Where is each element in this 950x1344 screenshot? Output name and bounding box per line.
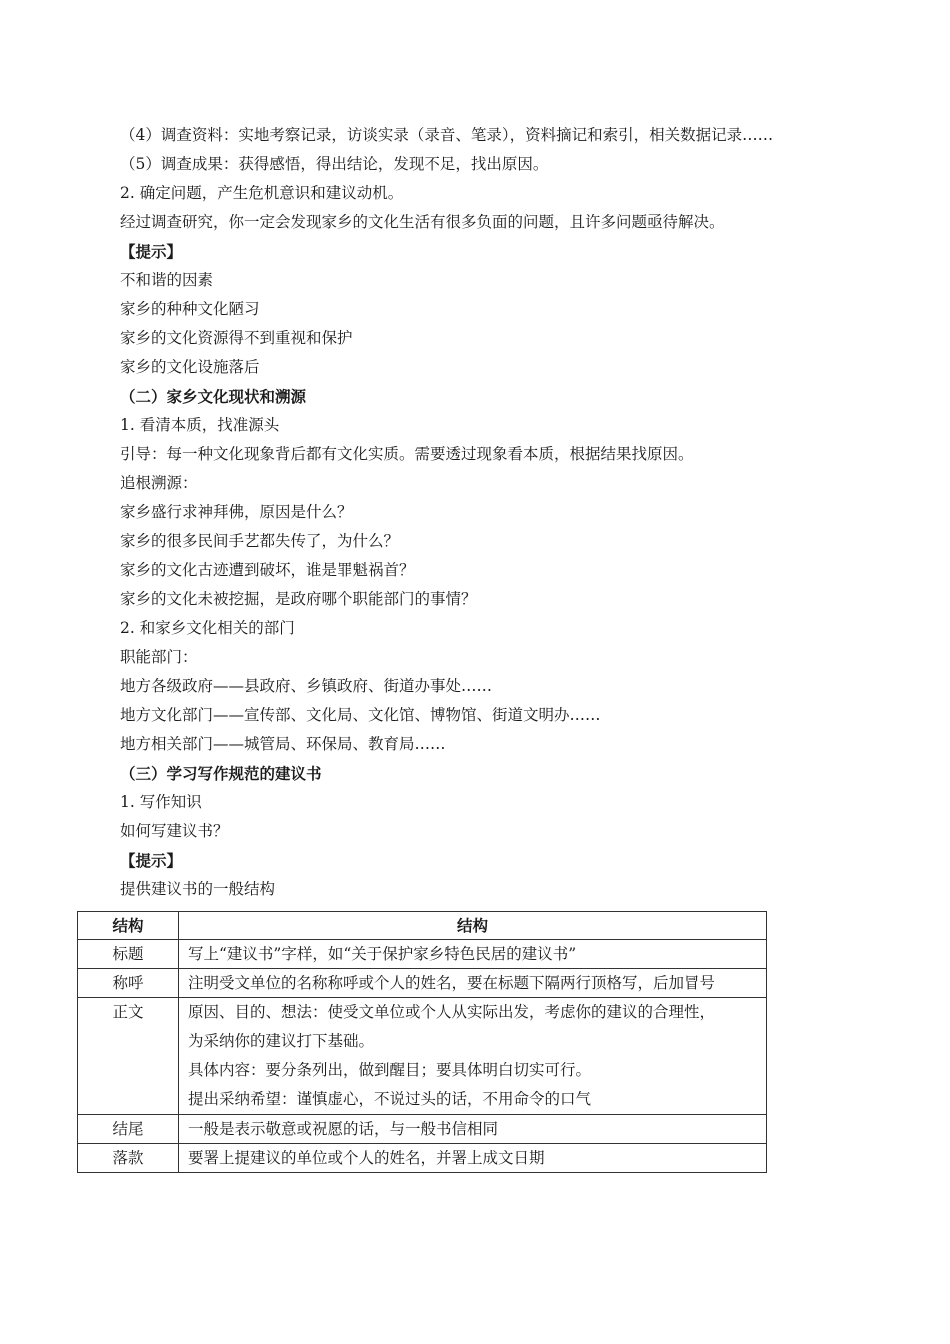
paragraph-line: 不和谐的因素 (120, 271, 214, 289)
desc-line: 为采纳你的建议打下基础。 (188, 1032, 375, 1050)
structure-desc-cell: 要署上提建议的单位或个人的姓名，并署上成文日期 (179, 1144, 767, 1173)
table-header-cell: 结构 (78, 912, 179, 940)
paragraph-line: （4）调查资料：实地考察记录，访谈实录（录音、笔录），资料摘记和索引，相关数据记录…… (120, 126, 774, 144)
paragraph-line: 家乡的很多民间手艺都失传了，为什么？ (120, 532, 400, 550)
paragraph-line: 地方相关部门——城管局、环保局、教育局…… (120, 735, 446, 753)
hint-heading: 【提示】 (120, 242, 183, 261)
paragraph-line: 引导：每一种文化现象背后都有文化实质。需要透过现象看本质，根据结果找原因。 (120, 445, 694, 463)
section-heading: （三）学习写作规范的建议书 (120, 764, 322, 783)
table-row (78, 969, 767, 998)
paragraph-line: 1. 看清本质，找准源头 (120, 416, 280, 434)
table-row (78, 1144, 767, 1173)
paragraph-line: 家乡盛行求神拜佛，原因是什么？ (120, 503, 353, 521)
paragraph-line: 家乡的文化设施落后 (120, 358, 260, 376)
paragraph-line: 地方文化部门——宣传部、文化局、文化馆、博物馆、街道文明办…… (120, 706, 601, 724)
structure-name-cell: 结尾 (78, 1115, 179, 1144)
paragraph-line: 如何写建议书？ (120, 822, 229, 840)
document-body (120, 121, 840, 904)
paragraph-line: 2. 确定问题，产生危机意识和建议动机。 (120, 184, 404, 202)
table-header-cell: 结构 (179, 912, 767, 940)
paragraph-line: 职能部门： (120, 648, 198, 666)
desc-line: 具体内容：要分条列出，做到醒目；要具体明白切实可行。 (188, 1061, 592, 1079)
table-row (78, 998, 767, 1115)
paragraph-line: 追根溯源： (120, 474, 198, 492)
paragraph-line: 提供建议书的一般结构 (120, 880, 276, 898)
paragraph-line: 家乡的文化资源得不到重视和保护 (120, 329, 353, 347)
structure-desc-cell: 注明受文单位的名称称呼或个人的姓名，要在标题下隔两行顶格写，后加冒号 (179, 969, 767, 998)
paragraph-line: 家乡的种种文化陋习 (120, 300, 260, 318)
hint-heading: 【提示】 (120, 851, 183, 870)
structure-desc-cell: 写上“建议书”字样，如“关于保护家乡特色民居的建议书” (179, 940, 767, 969)
structure-name-cell: 落款 (78, 1144, 179, 1173)
structure-name-cell: 称呼 (78, 969, 179, 998)
paragraph-line: （5）调查成果：获得感悟，得出结论，发现不足，找出原因。 (120, 155, 549, 173)
paragraph-line: 2. 和家乡文化相关的部门 (120, 619, 295, 637)
desc-line: 提出采纳希望：谨慎虚心，不说过头的话，不用命令的口气 (188, 1090, 592, 1108)
structure-name-cell: 标题 (78, 940, 179, 969)
table-header-row (78, 912, 767, 940)
structure-desc-cell (179, 998, 767, 1115)
structure-desc-cell: 一般是表示敬意或祝愿的话，与一般书信相同 (179, 1115, 767, 1144)
desc-line: 原因、目的、想法：使受文单位或个人从实际出发，考虑你的建议的合理性， (188, 1003, 716, 1021)
structure-name-cell: 正文 (78, 998, 179, 1115)
paragraph-line: 经过调查研究，你一定会发现家乡的文化生活有很多负面的问题，且许多问题亟待解决。 (120, 213, 725, 231)
table-row (78, 940, 767, 969)
structure-table (77, 911, 767, 1173)
paragraph-line: 家乡的文化未被挖掘，是政府哪个职能部门的事情？ (120, 590, 477, 608)
paragraph-line: 1. 写作知识 (120, 793, 202, 811)
paragraph-line: 地方各级政府——县政府、乡镇政府、街道办事处…… (120, 677, 493, 695)
table-row (78, 1115, 767, 1144)
section-heading: （二）家乡文化现状和溯源 (120, 387, 307, 406)
paragraph-line: 家乡的文化古迹遭到破坏，谁是罪魁祸首？ (120, 561, 415, 579)
